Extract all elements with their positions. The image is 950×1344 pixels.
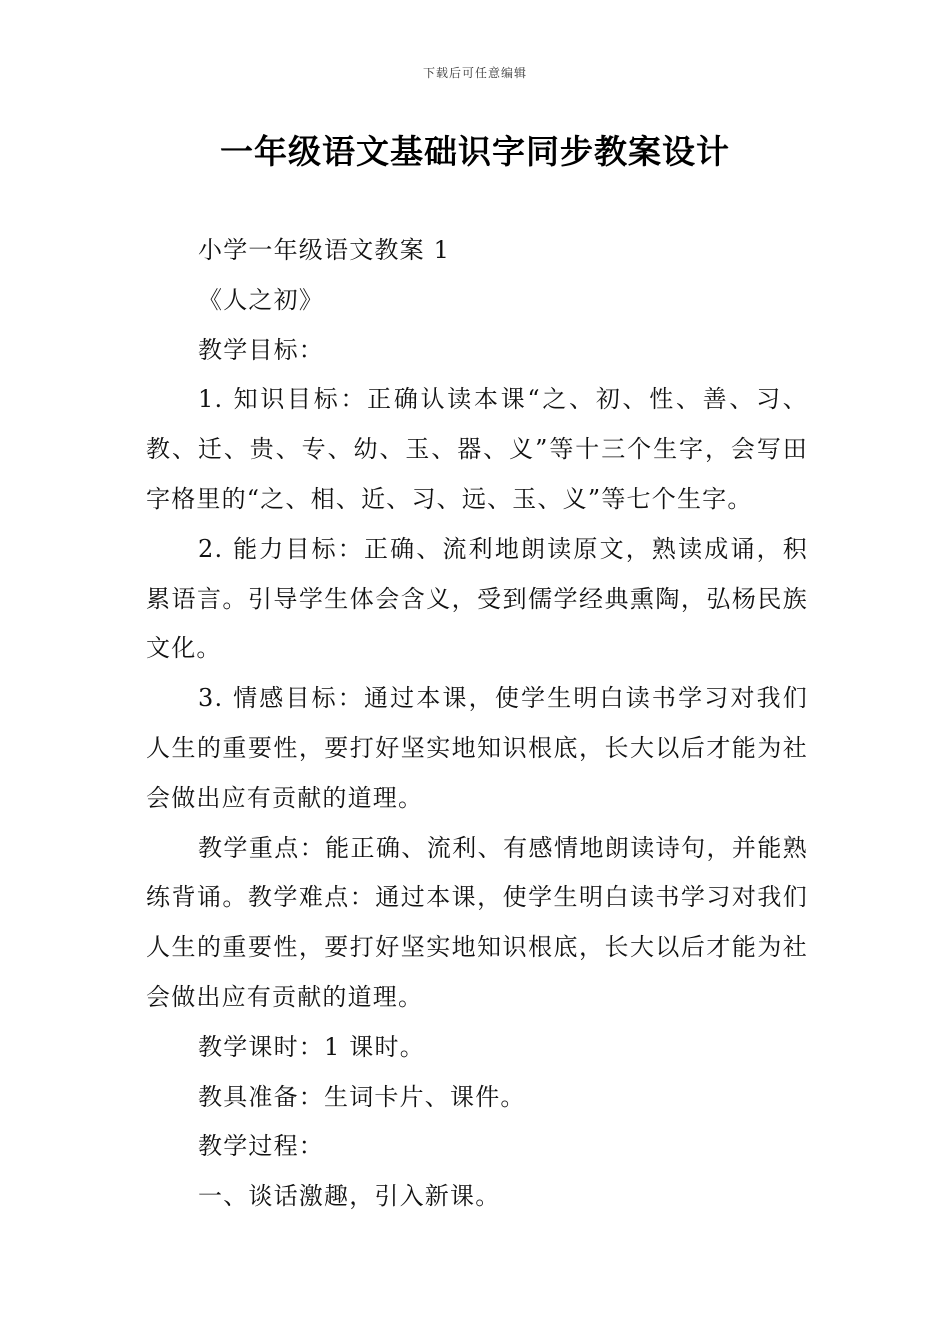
paragraph-lesson-title: 《人之初》: [198, 285, 324, 314]
paragraph-ability-objective: 2. 能力目标：正确、流利地朗读原文，熟读成诵，积累语言。引导学生体会含义，受到儒学经典熏陶，弘杨民族文化。: [146, 534, 808, 663]
paragraph-teaching-aids: 教具准备：生词卡片、课件。: [198, 1082, 526, 1111]
paragraph-key-points: 教学重点：能正确、流利、有感情地朗读诗句，并能熟练背诵。教学难点：通过本课，使学生明白读书学习对我们人生的重要性，要打好坚实地知识根底，长大以后才能为社会做出应有贡献的道理。: [146, 833, 808, 1011]
document-title: 一年级语文基础识字同步教案设计: [220, 132, 730, 171]
paragraph-lesson-heading: 小学一年级语文教案 1: [198, 236, 451, 264]
paragraph-process-heading: 教学过程：: [198, 1132, 324, 1161]
document-body: [146, 226, 808, 1222]
paragraph-step-one: 一、谈话激趣，引入新课。: [198, 1182, 501, 1211]
header-note: 下载后可任意编辑: [422, 66, 527, 80]
paragraph-emotion-objective: 3. 情感目标：通过本课，使学生明白读书学习对我们人生的重要性，要打好坚实地知识根底，长大以后才能为社会做出应有贡献的道理。: [146, 684, 808, 812]
paragraph-objectives-heading: 教学目标：: [198, 335, 324, 364]
paragraph-knowledge-objective: 1. 知识目标：正确认读本课“之、初、性、善、习、教、迁、贵、专、幼、玉、器、义”等十三个生字，会写田字格里的“之、相、近、习、远、玉、义”等七个生字。: [146, 385, 808, 513]
paragraph-class-hours: 教学课时：1 课时。: [198, 1032, 425, 1061]
